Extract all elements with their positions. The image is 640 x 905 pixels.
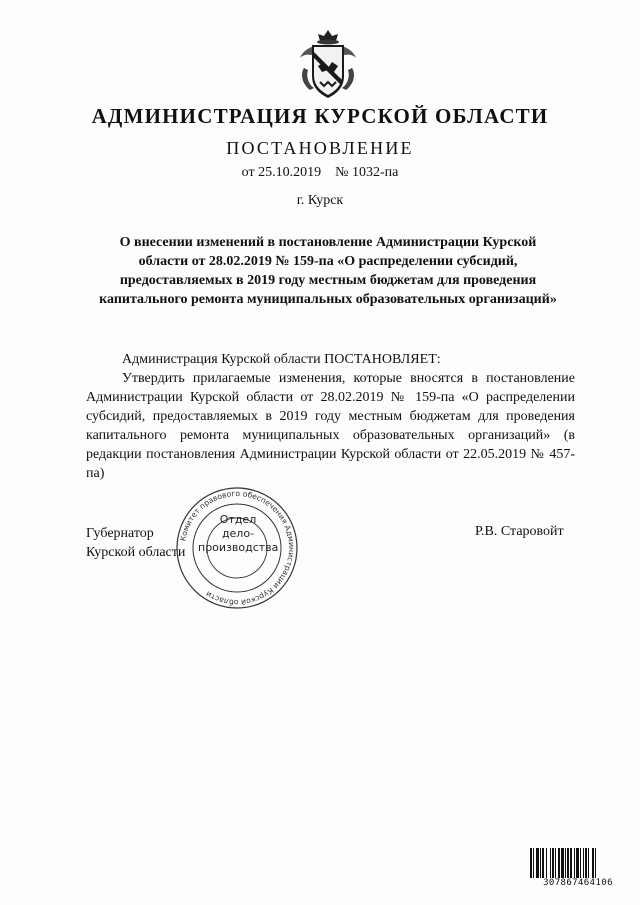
signatory-position-line2: Курской области	[86, 545, 186, 560]
document-subject: О внесении изменений в постановление Администрации Курской области от 28.02.2019 № 159-па «О распределении субсидий, предоставляемых в 2019 году местным бюджетам для проведения капитального ремонта муниципальных образовательных организаций»	[99, 235, 557, 307]
resolution-paragraph: Утвердить прилагаемые изменения, которые вносятся в постановление Администрации Курской области от 28.02.2019 № 159-па «О распределении субсидий, предоставляемых в 2019 году местным бюджетам для проведения капитального ремонта муниципальных образовательных организаций» (в редакции постановления Администрации Курской области от 22.05.2019 № 457-па)	[86, 371, 575, 481]
stamp-line1: Отдел	[219, 513, 257, 526]
kursk-coat-of-arms-icon	[294, 28, 362, 100]
document-type: ПОСТАНОВЛЕНИЕ	[226, 138, 414, 158]
document-date: от 25.10.2019	[241, 165, 322, 180]
barcode-number: 307867464106	[543, 878, 613, 888]
date-number-line	[0, 165, 640, 181]
stamp-line3: производства	[198, 541, 279, 554]
document-number: № 1032-па	[335, 165, 399, 180]
barcode-icon	[530, 848, 626, 878]
stamp-inner-text	[198, 513, 278, 555]
preamble: Администрация Курской области ПОСТАНОВЛЯЕТ:	[122, 352, 441, 367]
signatory-position	[86, 524, 185, 562]
stamp-line2: дело-	[221, 527, 255, 540]
signatory-position-line1: Губернатор	[86, 526, 154, 541]
organization-name: АДМИНИСТРАЦИЯ КУРСКОЙ ОБЛАСТИ	[91, 104, 549, 128]
stamp-ring-text: Комитет правового обеспечения Администрации Курской области	[178, 488, 297, 608]
city-name: г. Курск	[296, 193, 344, 208]
document-body	[86, 350, 575, 483]
signatory-name: Р.В. Старовойт	[475, 524, 564, 539]
